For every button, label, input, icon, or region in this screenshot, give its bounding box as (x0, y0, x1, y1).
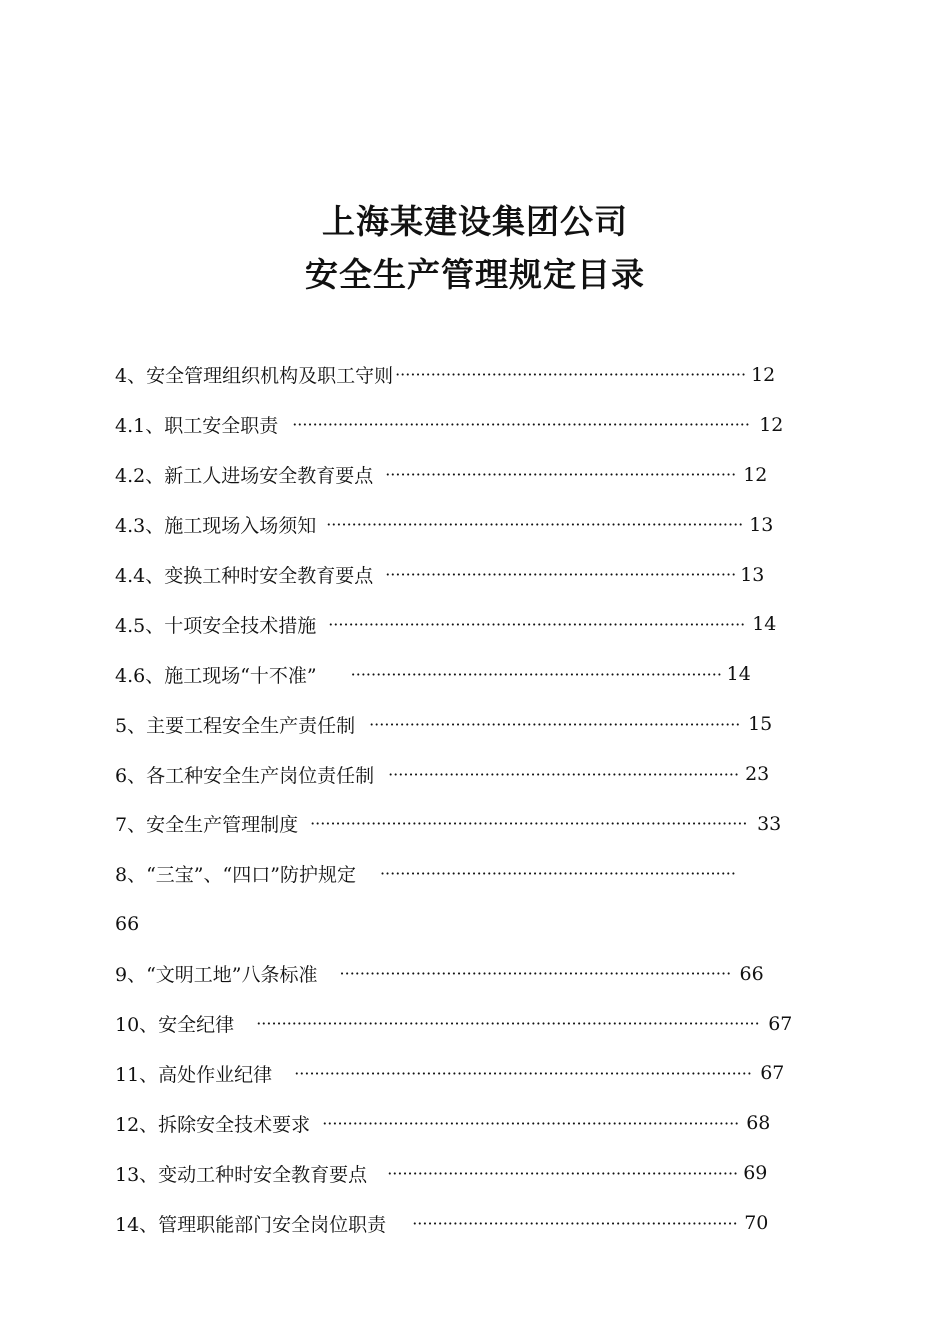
toc-entry-page: 14 (726, 663, 751, 686)
toc-entry-page: 23 (745, 763, 770, 786)
toc-entry-page: 13 (740, 563, 765, 586)
toc-entry-wrapped-page (115, 899, 835, 949)
toc-entry (115, 550, 835, 600)
toc-entry-label: 10、安全纪律 (115, 1014, 235, 1037)
toc-leader-dots: ·················································································· (328, 614, 746, 634)
toc-entry (115, 699, 835, 749)
toc-entry-label: 4.1、职工安全职责 (115, 415, 279, 438)
toc-entry-label: 14、管理职能部门安全岗位职责 (115, 1213, 387, 1236)
toc-entry-label: 4.3、施工现场入场须知 (115, 515, 317, 538)
toc-entry (115, 849, 835, 899)
toc-entry-page: 67 (768, 1012, 793, 1035)
toc-entry-page: 66 (739, 962, 764, 985)
toc-entry-label: 4.5、十项安全技术措施 (115, 614, 317, 637)
table-of-contents (115, 350, 835, 1248)
toc-entry (115, 949, 835, 999)
toc-leader-dots: ·················································································· (326, 515, 744, 535)
toc-entry-label: 5、主要工程安全生产责任制 (115, 714, 356, 737)
toc-entry-page: 13 (749, 513, 774, 536)
toc-entry-label: 7、安全生产管理制度 (115, 814, 299, 837)
toc-entry-label: 12、拆除安全技术要求 (115, 1113, 311, 1136)
toc-entry-page: 33 (757, 812, 782, 835)
toc-entry (115, 749, 835, 799)
toc-entry-page: 68 (746, 1112, 771, 1135)
toc-entry-label: 66 (115, 912, 140, 935)
toc-entry-label: 4.6、施工现场“十不准” (115, 664, 317, 687)
toc-entry-label: 13、变动工种时安全教育要点 (115, 1163, 368, 1186)
toc-leader-dots: ····································································· (385, 565, 737, 584)
toc-entry-label: 4、安全管理组织机构及职工守则 (115, 365, 394, 388)
toc-entry (115, 1048, 835, 1098)
toc-entry (115, 450, 835, 500)
toc-leader-dots: ····································································· (385, 465, 737, 485)
toc-leader-dots: ········································································· (350, 664, 722, 684)
toc-entry (115, 1148, 835, 1198)
toc-entry-label: 4.2、新工人进场安全教育要点 (115, 465, 374, 488)
toc-entry-page: 12 (743, 463, 768, 486)
toc-entry-label: 6、各工种安全生产岗位责任制 (115, 764, 375, 787)
toc-entry-label: 9、“文明工地”八条标准 (115, 964, 318, 987)
toc-entry-page: 70 (744, 1212, 769, 1235)
toc-leader-dots: ·························································································· (292, 415, 750, 435)
toc-entry-label: 8、“三宝”、“四口”防护规定 (115, 864, 356, 887)
toc-leader-dots: ······································································ (379, 864, 736, 884)
toc-leader-dots: ············································································· (339, 964, 732, 984)
toc-leader-dots: ······················································································ (310, 814, 748, 834)
toc-entry (115, 1098, 835, 1148)
toc-entry-page: 12 (751, 363, 776, 386)
toc-entry-page: 12 (759, 413, 784, 436)
toc-entry-page: 67 (760, 1062, 785, 1085)
toc-entry (115, 1198, 835, 1248)
toc-leader-dots: ·························································································· (294, 1063, 752, 1083)
toc-entry-page: 14 (752, 613, 777, 636)
toc-leader-dots: ····································································· (387, 1163, 739, 1183)
toc-entry-page: 15 (748, 713, 773, 736)
toc-leader-dots: ··································································································· (256, 1014, 760, 1034)
document-title-line2: 安全生产管理规定目录 (305, 255, 645, 294)
document-title-line1: 上海某建设集团公司 (322, 202, 628, 241)
toc-entry (115, 350, 835, 400)
toc-entry-label: 4.4、变换工种时安全教育要点 (115, 565, 374, 587)
toc-leader-dots: ····································································· (388, 764, 740, 784)
toc-entry (115, 799, 835, 849)
toc-leader-dots: ········································································· (369, 714, 741, 734)
toc-entry-page: 69 (743, 1162, 768, 1185)
toc-entry (115, 649, 835, 699)
toc-leader-dots: ································································ (412, 1213, 738, 1233)
toc-entry (115, 400, 835, 450)
toc-leader-dots: ·················································································· (322, 1113, 740, 1133)
toc-entry (115, 999, 835, 1049)
toc-leader-dots: ····································································· (395, 365, 747, 385)
toc-entry-label: 11、高处作业纪律 (115, 1063, 273, 1086)
toc-entry (115, 599, 835, 649)
toc-entry (115, 500, 835, 550)
